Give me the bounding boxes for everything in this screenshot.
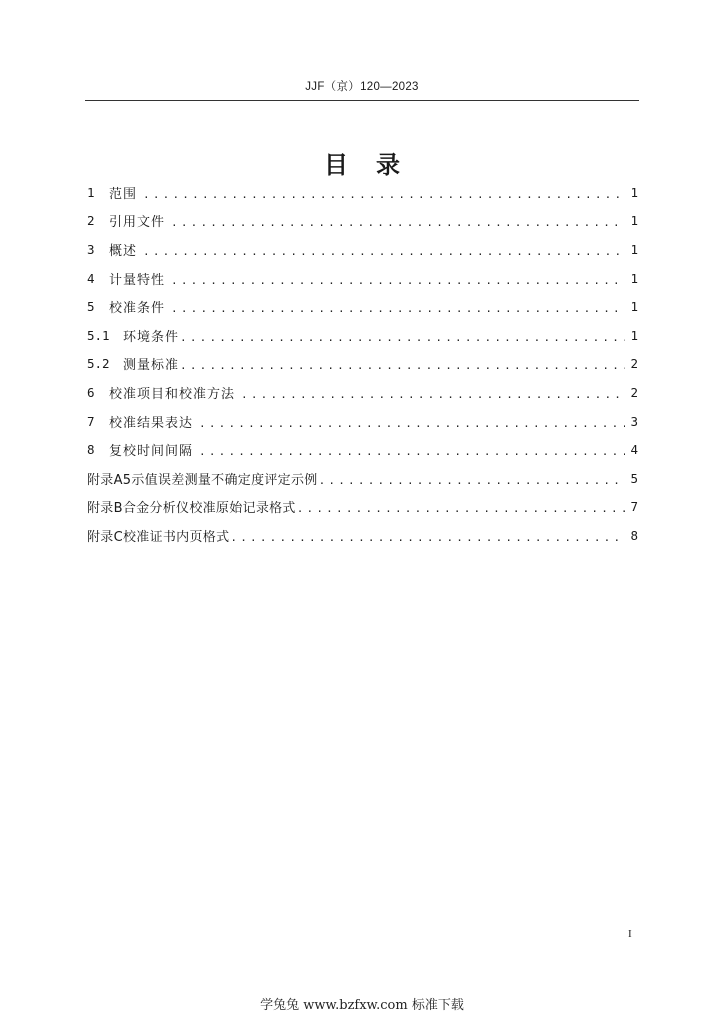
toc-leader-dots <box>241 389 625 400</box>
toc-entry-appendix-a[interactable] <box>87 464 638 493</box>
toc-entry-measurement-standards[interactable] <box>87 350 638 379</box>
toc-list <box>87 178 638 550</box>
header-rule <box>85 100 639 101</box>
toc-entry-metrological-characteristics[interactable] <box>87 264 638 293</box>
toc-entry-scope[interactable] <box>87 178 638 207</box>
toc-entry-label: 附录A5示值误差测量不确定度评定示例 <box>87 472 318 488</box>
toc-entry-label: 附录C校准证书内页格式 <box>87 529 230 545</box>
toc-leader-dots <box>230 532 625 543</box>
toc-entry-number: 3 <box>87 241 95 257</box>
toc-entry-number: 1 <box>87 184 95 200</box>
toc-leader-dots <box>171 303 625 314</box>
toc-entry-page: 5 <box>630 470 638 486</box>
toc-entry-page: 3 <box>630 413 638 429</box>
toc-entry-label: 校准条件 <box>109 301 166 317</box>
toc-title-part2: 录 <box>376 151 400 179</box>
toc-entry-calibration-results[interactable] <box>87 407 638 436</box>
toc-leader-dots <box>319 475 625 486</box>
toc-entry-page: 4 <box>630 442 638 458</box>
toc-title <box>0 145 724 180</box>
toc-entry-calibration-conditions[interactable] <box>87 292 638 321</box>
toc-leader-dots <box>143 246 625 257</box>
toc-entry-label: 附录B合金分析仪校准原始记录格式 <box>87 501 296 517</box>
toc-entry-number: 2 <box>87 213 95 229</box>
standard-code-header: JJF（京）120—2023 <box>305 81 419 93</box>
toc-entry-page: 7 <box>630 499 638 515</box>
toc-entry-page: 1 <box>630 299 638 315</box>
toc-entry-number: 8 <box>87 442 95 458</box>
toc-entry-page: 2 <box>630 356 638 372</box>
toc-entry-page: 8 <box>630 527 638 543</box>
toc-entry-label: 校准结果表达 <box>109 415 194 431</box>
toc-entry-label: 测量标准 <box>123 358 180 374</box>
toc-entry-label: 复校时间间隔 <box>109 444 194 460</box>
toc-entry-number: 5.2 <box>87 356 110 372</box>
toc-leader-dots <box>143 189 625 200</box>
toc-leader-dots <box>297 503 625 514</box>
toc-entry-page: 1 <box>630 327 638 343</box>
toc-entry-appendix-b[interactable] <box>87 493 638 522</box>
toc-entry-number: 5.1 <box>87 327 110 343</box>
toc-entry-number: 6 <box>87 384 95 400</box>
toc-entry-label: 引用文件 <box>109 215 166 231</box>
toc-leader-dots <box>180 360 625 371</box>
toc-entry-page: 1 <box>630 213 638 229</box>
toc-entry-page: 1 <box>630 270 638 286</box>
toc-entry-page: 1 <box>630 184 638 200</box>
toc-entry-number: 4 <box>87 270 95 286</box>
page-number: I <box>628 928 632 940</box>
toc-entry-label: 计量特性 <box>109 272 166 288</box>
toc-entry-calibration-items-methods[interactable] <box>87 378 638 407</box>
toc-title-part1: 目 <box>324 151 348 179</box>
toc-entry-label: 环境条件 <box>123 329 180 345</box>
toc-entry-number: 7 <box>87 413 95 429</box>
toc-leader-dots <box>171 275 625 286</box>
source-watermark: 学兔兔 www.bzfxw.com 标准下载 <box>260 998 464 1013</box>
toc-entry-page: 1 <box>630 241 638 257</box>
toc-leader-dots <box>171 217 625 228</box>
toc-leader-dots <box>199 446 625 457</box>
toc-entry-recalibration-interval[interactable] <box>87 435 638 464</box>
toc-entry-environmental-conditions[interactable] <box>87 321 638 350</box>
toc-entry-references[interactable] <box>87 207 638 236</box>
toc-leader-dots <box>199 418 625 429</box>
toc-entry-number: 5 <box>87 299 95 315</box>
toc-entry-label: 校准项目和校准方法 <box>109 386 236 402</box>
toc-entry-appendix-c[interactable] <box>87 521 638 550</box>
toc-entry-page: 2 <box>630 384 638 400</box>
toc-leader-dots <box>180 332 625 343</box>
toc-entry-label: 概述 <box>109 243 138 259</box>
toc-entry-label: 范围 <box>109 186 138 202</box>
toc-entry-overview[interactable] <box>87 235 638 264</box>
